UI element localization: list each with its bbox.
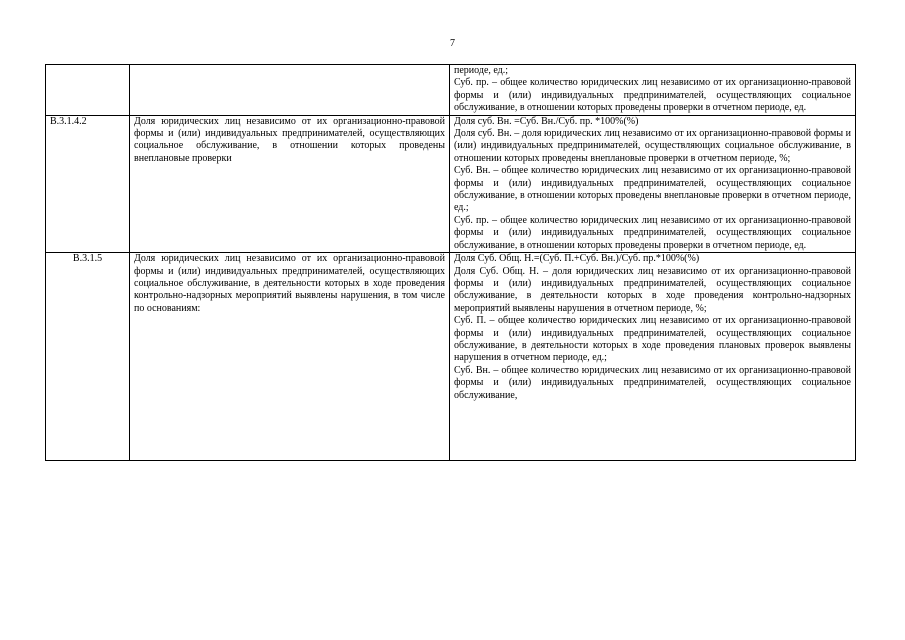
formula-paragraph: Суб. пр. – общее количество юридических лиц независимо от их организационно-правовой формы и (или) индивидуальных предпринимателей, осуществляющих социальное обслуживание, в отношении которых проведены проверки в отчетном периоде, ед. <box>454 214 851 251</box>
formula-expression: Доля Суб. Общ. Н.=(Суб. П.+Суб. Вн.)/Суб. пр.*100%(%) <box>454 253 700 265</box>
indicator-formula-cell <box>450 115 856 252</box>
indicator-code: В.3.1.5 <box>46 253 130 461</box>
formula-paragraph: Суб. П. – общее количество юридических лиц независимо от их организационно-правовой формы и (или) индивидуальных предпринимателей, осуществляющих социальное обслуживание, в деятельности которых в ходе проведения плановых проверок выявлены нарушения в отчетном периоде, ед.; <box>454 315 851 364</box>
page-number: 7 <box>450 38 455 49</box>
formula-paragraph: Суб. Вн. – общее количество юридических лиц независимо от их организационно-правовой формы и (или) индивидуальных предпринимателей, осуществляющих социальное обслуживание, <box>454 364 851 401</box>
indicator-name: Доля юридических лиц независимо от их организационно-правовой формы и (или) индивидуальных предпринимателей, осуществляющих социальное обслуживание, в отношении которых проведены внеплановые проверки <box>130 115 450 252</box>
indicator-code: В.3.1.4.2 <box>46 115 130 252</box>
indicator-table <box>45 64 856 461</box>
formula-paragraph: Доля суб. Вн. – доля юридических лиц независимо от их организационно-правовой формы и (или) индивидуальных предпринимателей, осуществляющих социальное обслуживание, в отношении которых проведены внеплановые проверки в отчетном периоде, %; <box>454 128 851 164</box>
indicator-formula-cell <box>450 65 856 116</box>
formula-paragraph: Суб. пр. – общее количество юридических лиц независимо от их организационно-правовой формы и (или) индивидуальных предпринимателей, осуществляющих социальное обслуживание, в отношении которых проведены проверки в отчетном периоде, ед. <box>454 77 851 114</box>
formula-paragraph: периоде, ед.; <box>454 65 509 76</box>
indicator-name <box>130 65 450 116</box>
table-row <box>46 115 856 252</box>
indicator-code <box>46 65 130 116</box>
table-row <box>46 65 856 116</box>
indicator-formula-cell <box>450 253 856 461</box>
formula-expression: Доля суб. Вн. =Суб. Вн./Суб. пр. *100%(%) <box>454 115 639 127</box>
formula-paragraph: Суб. Вн. – общее количество юридических лиц независимо от их организационно-правовой формы и (или) индивидуальных предпринимателей, осуществляющих социальное обслуживание, в отношении которых проведены внеплановые проверки в отчетном периоде, ед.; <box>454 165 851 214</box>
table-row <box>46 253 856 461</box>
formula-paragraph: Доля Суб. Общ. Н. – доля юридических лиц независимо от их организационно-правовой формы и (или) индивидуальных предпринимателей, осуществляющих социальное обслуживание, в деятельности которых в ходе проведения контрольно-надзорных мероприятий выявлены нарушения в отчетном периоде, %; <box>454 265 851 314</box>
indicator-name: Доля юридических лиц независимо от их организационно-правовой формы и (или) индивидуальных предпринимателей, осуществляющих социальное обслуживание, в деятельности которых в ходе проведения контрольно-надзорных мероприятий выявлены нарушения, в том числе по основаниям: <box>130 253 450 461</box>
